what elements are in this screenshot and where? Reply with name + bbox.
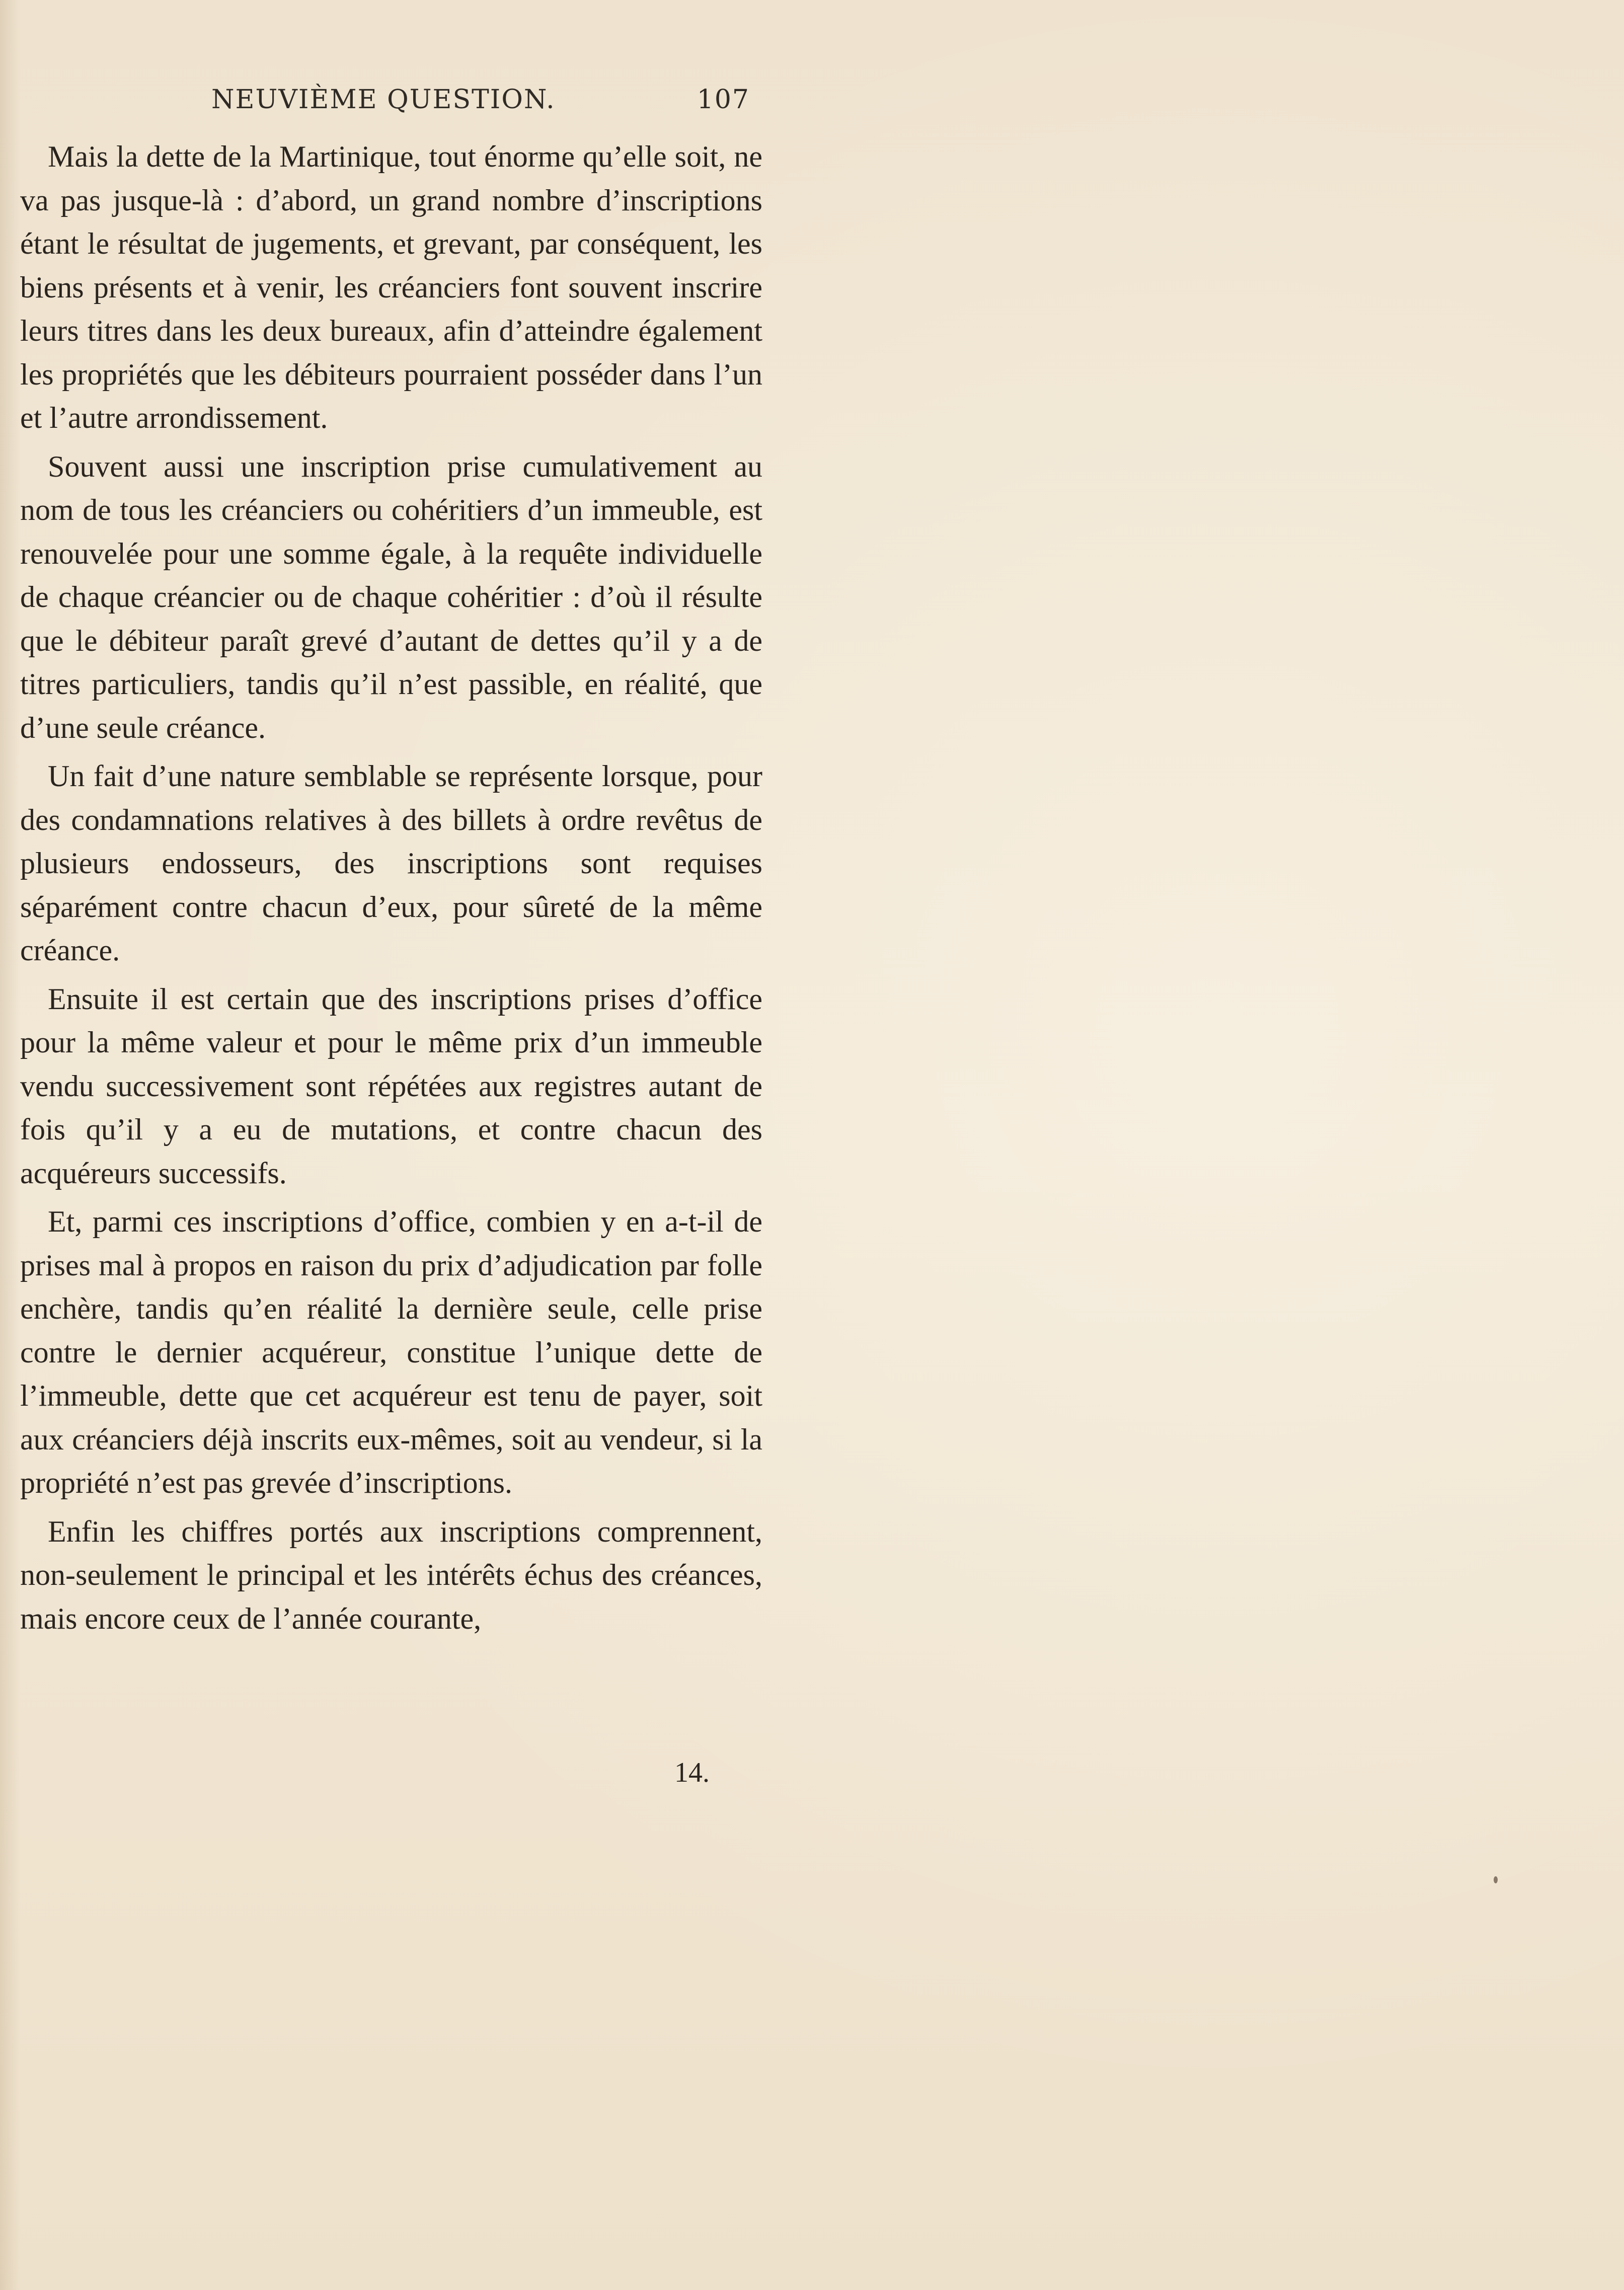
paper-speck bbox=[1494, 1876, 1498, 1883]
paragraph: Enfin les chiffres portés aux inscriptions comprennent, non-seulement le principal et les intérêts échus des créances, mais encore ceux de l’année courante, bbox=[20, 1514, 762, 1635]
running-head bbox=[211, 85, 755, 125]
signature-mark: 14. bbox=[674, 1757, 710, 1788]
paragraph: Ensuite il est certain que des inscriptions prises d’office pour la même valeur et pour le même prix d’un immeuble vendu successivement sont répétées aux registres autant de fois qu’il y a eu de mutations, et contre chacun des acquéreurs successifs. bbox=[20, 982, 762, 1190]
body-text bbox=[20, 135, 762, 1645]
paragraph: Un fait d’une nature semblable se représente lorsque, pour des condamnations relatives à des billets à ordre revêtus de plusieurs endosseurs, des inscriptions sont requises séparément contre chacun d’eux, pour sûreté de la même créance. bbox=[20, 759, 762, 967]
paragraph: Souvent aussi une inscription prise cumulativement au nom de tous les créanciers ou cohéritiers d’un immeuble, est renouvelée pour une somme égale, à la requête individuelle de chaque créancier ou de chaque cohéritier : d’où il résulte que le débiteur paraît grevé d’autant de dettes qu’il y a de titres particuliers, tandis qu’il n’est passible, en réalité, que d’une seule créance. bbox=[20, 449, 762, 744]
running-title: NEUVIÈME QUESTION. bbox=[211, 85, 556, 115]
page-number: 107 bbox=[697, 85, 750, 115]
paragraph: Mais la dette de la Martinique, tout énorme qu’elle soit, ne va pas jusque-là : d’abord, un grand nombre d’inscriptions étant le résultat de jugements, et grevant, par conséquent, les biens présents et à venir, les créanciers font souvent inscrire leurs titres dans les deux bureaux, afin d’atteindre également les propriétés que les débiteurs pourraient posséder dans l’un et l’autre arrondissement. bbox=[20, 140, 762, 434]
paragraph: Et, parmi ces inscriptions d’office, combien y en a-t-il de prises mal à propos en raison du prix d’adjudication par folle enchère, tandis qu’en réalité la dernière seule, celle prise contre le dernier acquéreur, constitue l’unique dette de l’immeuble, dette que cet acquéreur est tenu de payer, soit aux créanciers déjà inscrits eux-mêmes, soit au vendeur, si la propriété n’est pas grevée d’inscriptions. bbox=[20, 1205, 762, 1499]
spine-shadow bbox=[0, 0, 20, 2290]
